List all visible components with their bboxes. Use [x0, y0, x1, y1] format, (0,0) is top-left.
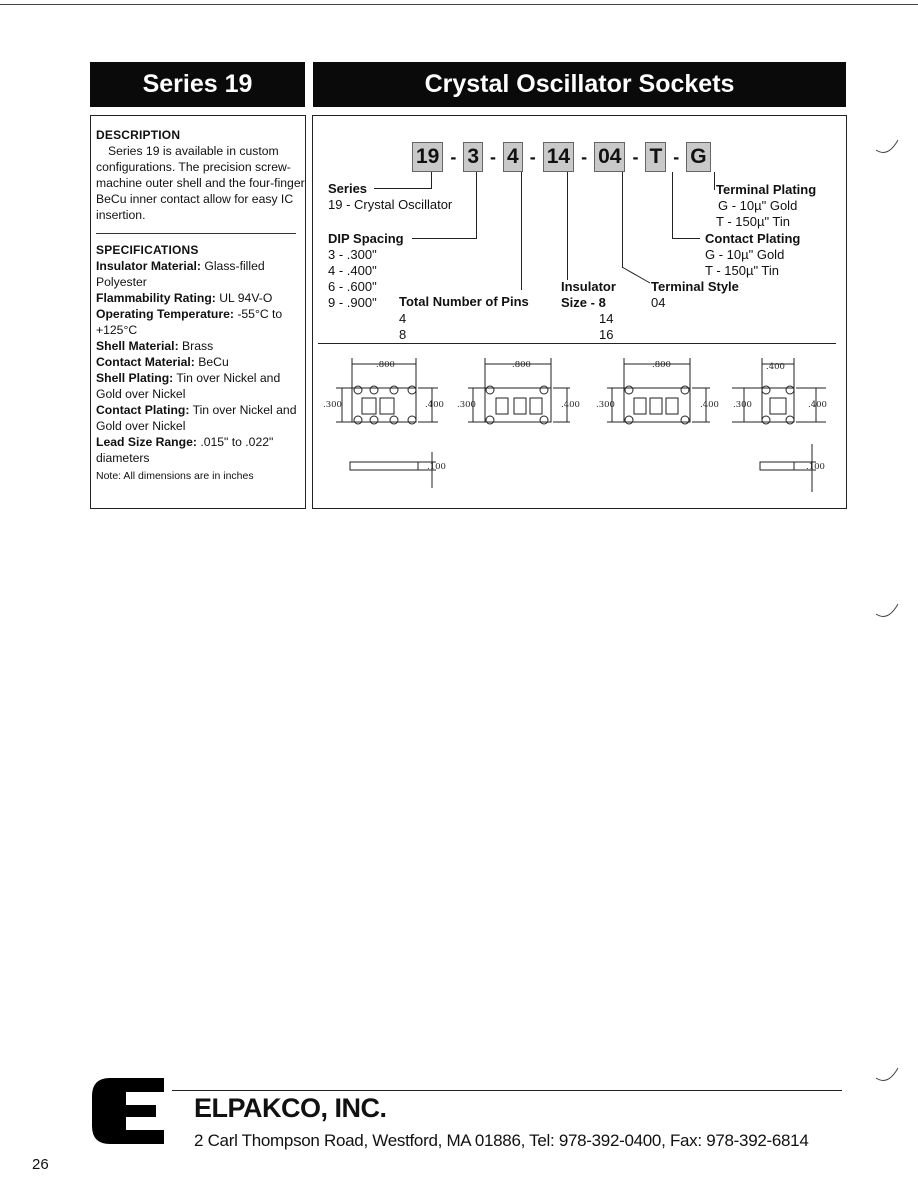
dip-spacing-label: DIP Spacing 3 - .300" 4 - .400" 6 - .600" 9 - .900" — [328, 231, 404, 310]
leader-line — [567, 172, 568, 280]
leader-line — [714, 172, 715, 190]
code-separator: - — [632, 146, 639, 167]
spec-item: Insulator Material: Glass-filled Polyester — [96, 259, 265, 289]
leader-line — [412, 238, 477, 239]
part-code — [412, 142, 711, 172]
series-title: Series 19 — [142, 70, 253, 98]
code-separator: - — [529, 146, 536, 167]
spec-item: Flammability Rating: UL 94V-O — [96, 291, 273, 305]
code-chip-pins: 4 — [503, 142, 523, 172]
diagram-divider — [318, 343, 836, 344]
specifications-text — [96, 127, 306, 484]
code-separator: - — [581, 146, 588, 167]
dim-400-top: .400 — [766, 362, 785, 372]
spec-item: Operating Temperature: -55°C to +125°C — [96, 307, 283, 337]
dim-800-3: .800 — [652, 360, 671, 370]
series-label: Series 19 - Crystal Oscillator — [328, 181, 453, 212]
dim-300-3: .300 — [596, 400, 615, 410]
contact-plating-label: Contact Plating G - 10µ" Gold T - 150µ" Tin — [705, 231, 801, 278]
code-chip-terminal-plating: G — [686, 142, 710, 172]
code-chip-spacing: 3 — [463, 142, 483, 172]
socket-drawing-1 — [336, 358, 438, 488]
footer-rule — [172, 1090, 842, 1091]
dim-400-2: .400 — [561, 400, 580, 410]
code-chip-terminal-style: 04 — [594, 142, 625, 172]
dim-800-1: .800 — [376, 360, 395, 370]
dim-300-2: .300 — [457, 400, 476, 410]
code-chip-contact-plating: T — [645, 142, 666, 172]
divider — [96, 233, 296, 234]
description-title: DESCRIPTION — [96, 128, 181, 142]
margin-mark — [874, 1060, 904, 1086]
top-rule — [0, 4, 918, 5]
code-chip-insulator: 14 — [543, 142, 574, 172]
dim-300-4: .300 — [733, 400, 752, 410]
total-pins-label: Total Number of Pins — [399, 294, 529, 309]
code-chip-series: 19 — [412, 142, 443, 172]
description-text: Series 19 is available in custom configurations. The precision screw-machine outer shell and the four-finger BeCu inner contact allow for easy IC insertion. — [96, 144, 305, 222]
spec-item: Shell Material: Brass — [96, 339, 214, 353]
spec-item: Shell Plating: Tin over Nickel and Gold over Nickel — [96, 371, 281, 401]
code-separator: - — [450, 146, 457, 167]
dim-400-4: .400 — [808, 400, 827, 410]
series-header — [90, 62, 305, 107]
insulator-size-options: 14 16 — [599, 311, 614, 342]
socket-drawings — [318, 352, 842, 502]
margin-mark — [874, 596, 904, 622]
dimension-note: Note: All dimensions are in inches — [96, 470, 254, 482]
leader-line — [672, 238, 700, 239]
margin-mark — [874, 132, 904, 158]
product-header — [313, 62, 846, 107]
leader-line — [672, 172, 673, 238]
spec-item: Lead Size Range: .015" to .022" diameters — [96, 435, 274, 465]
dim-400-1: .400 — [425, 400, 444, 410]
leader-diagonal — [620, 266, 654, 286]
dim-800-2: .800 — [512, 360, 531, 370]
dim-100-1: .100 — [427, 462, 446, 472]
insulator-size-label: Insulator Size - 8 — [561, 279, 616, 310]
dim-300-1: .300 — [323, 400, 342, 410]
spec-item: Contact Plating: Tin over Nickel and Gold over Nickel — [96, 403, 297, 433]
terminal-plating-label: Terminal Plating G - 10µ" Gold T - 150µ" Tin — [716, 182, 817, 229]
code-separator: - — [490, 146, 497, 167]
leader-line — [521, 172, 522, 290]
total-pins-options: 4 8 — [399, 311, 407, 342]
specifications-title: SPECIFICATIONS — [96, 243, 199, 257]
leader-line — [622, 172, 623, 268]
page-number: 26 — [32, 1156, 49, 1173]
code-separator: - — [673, 146, 680, 167]
company-address: 2 Carl Thompson Road, Westford, MA 01886, Tel: 978-392-0400, Fax: 978-392-6814 — [194, 1131, 809, 1150]
product-title: Crystal Oscillator Sockets — [424, 70, 735, 98]
terminal-style-label: Terminal Style 04 — [651, 279, 739, 310]
dim-100-2: .100 — [806, 462, 825, 472]
spec-item: Contact Material: BeCu — [96, 355, 229, 369]
leader-line — [476, 172, 477, 238]
company-logo-icon — [92, 1078, 164, 1144]
dim-400-3: .400 — [700, 400, 719, 410]
company-name: ELPAKCO, INC. — [194, 1093, 387, 1123]
